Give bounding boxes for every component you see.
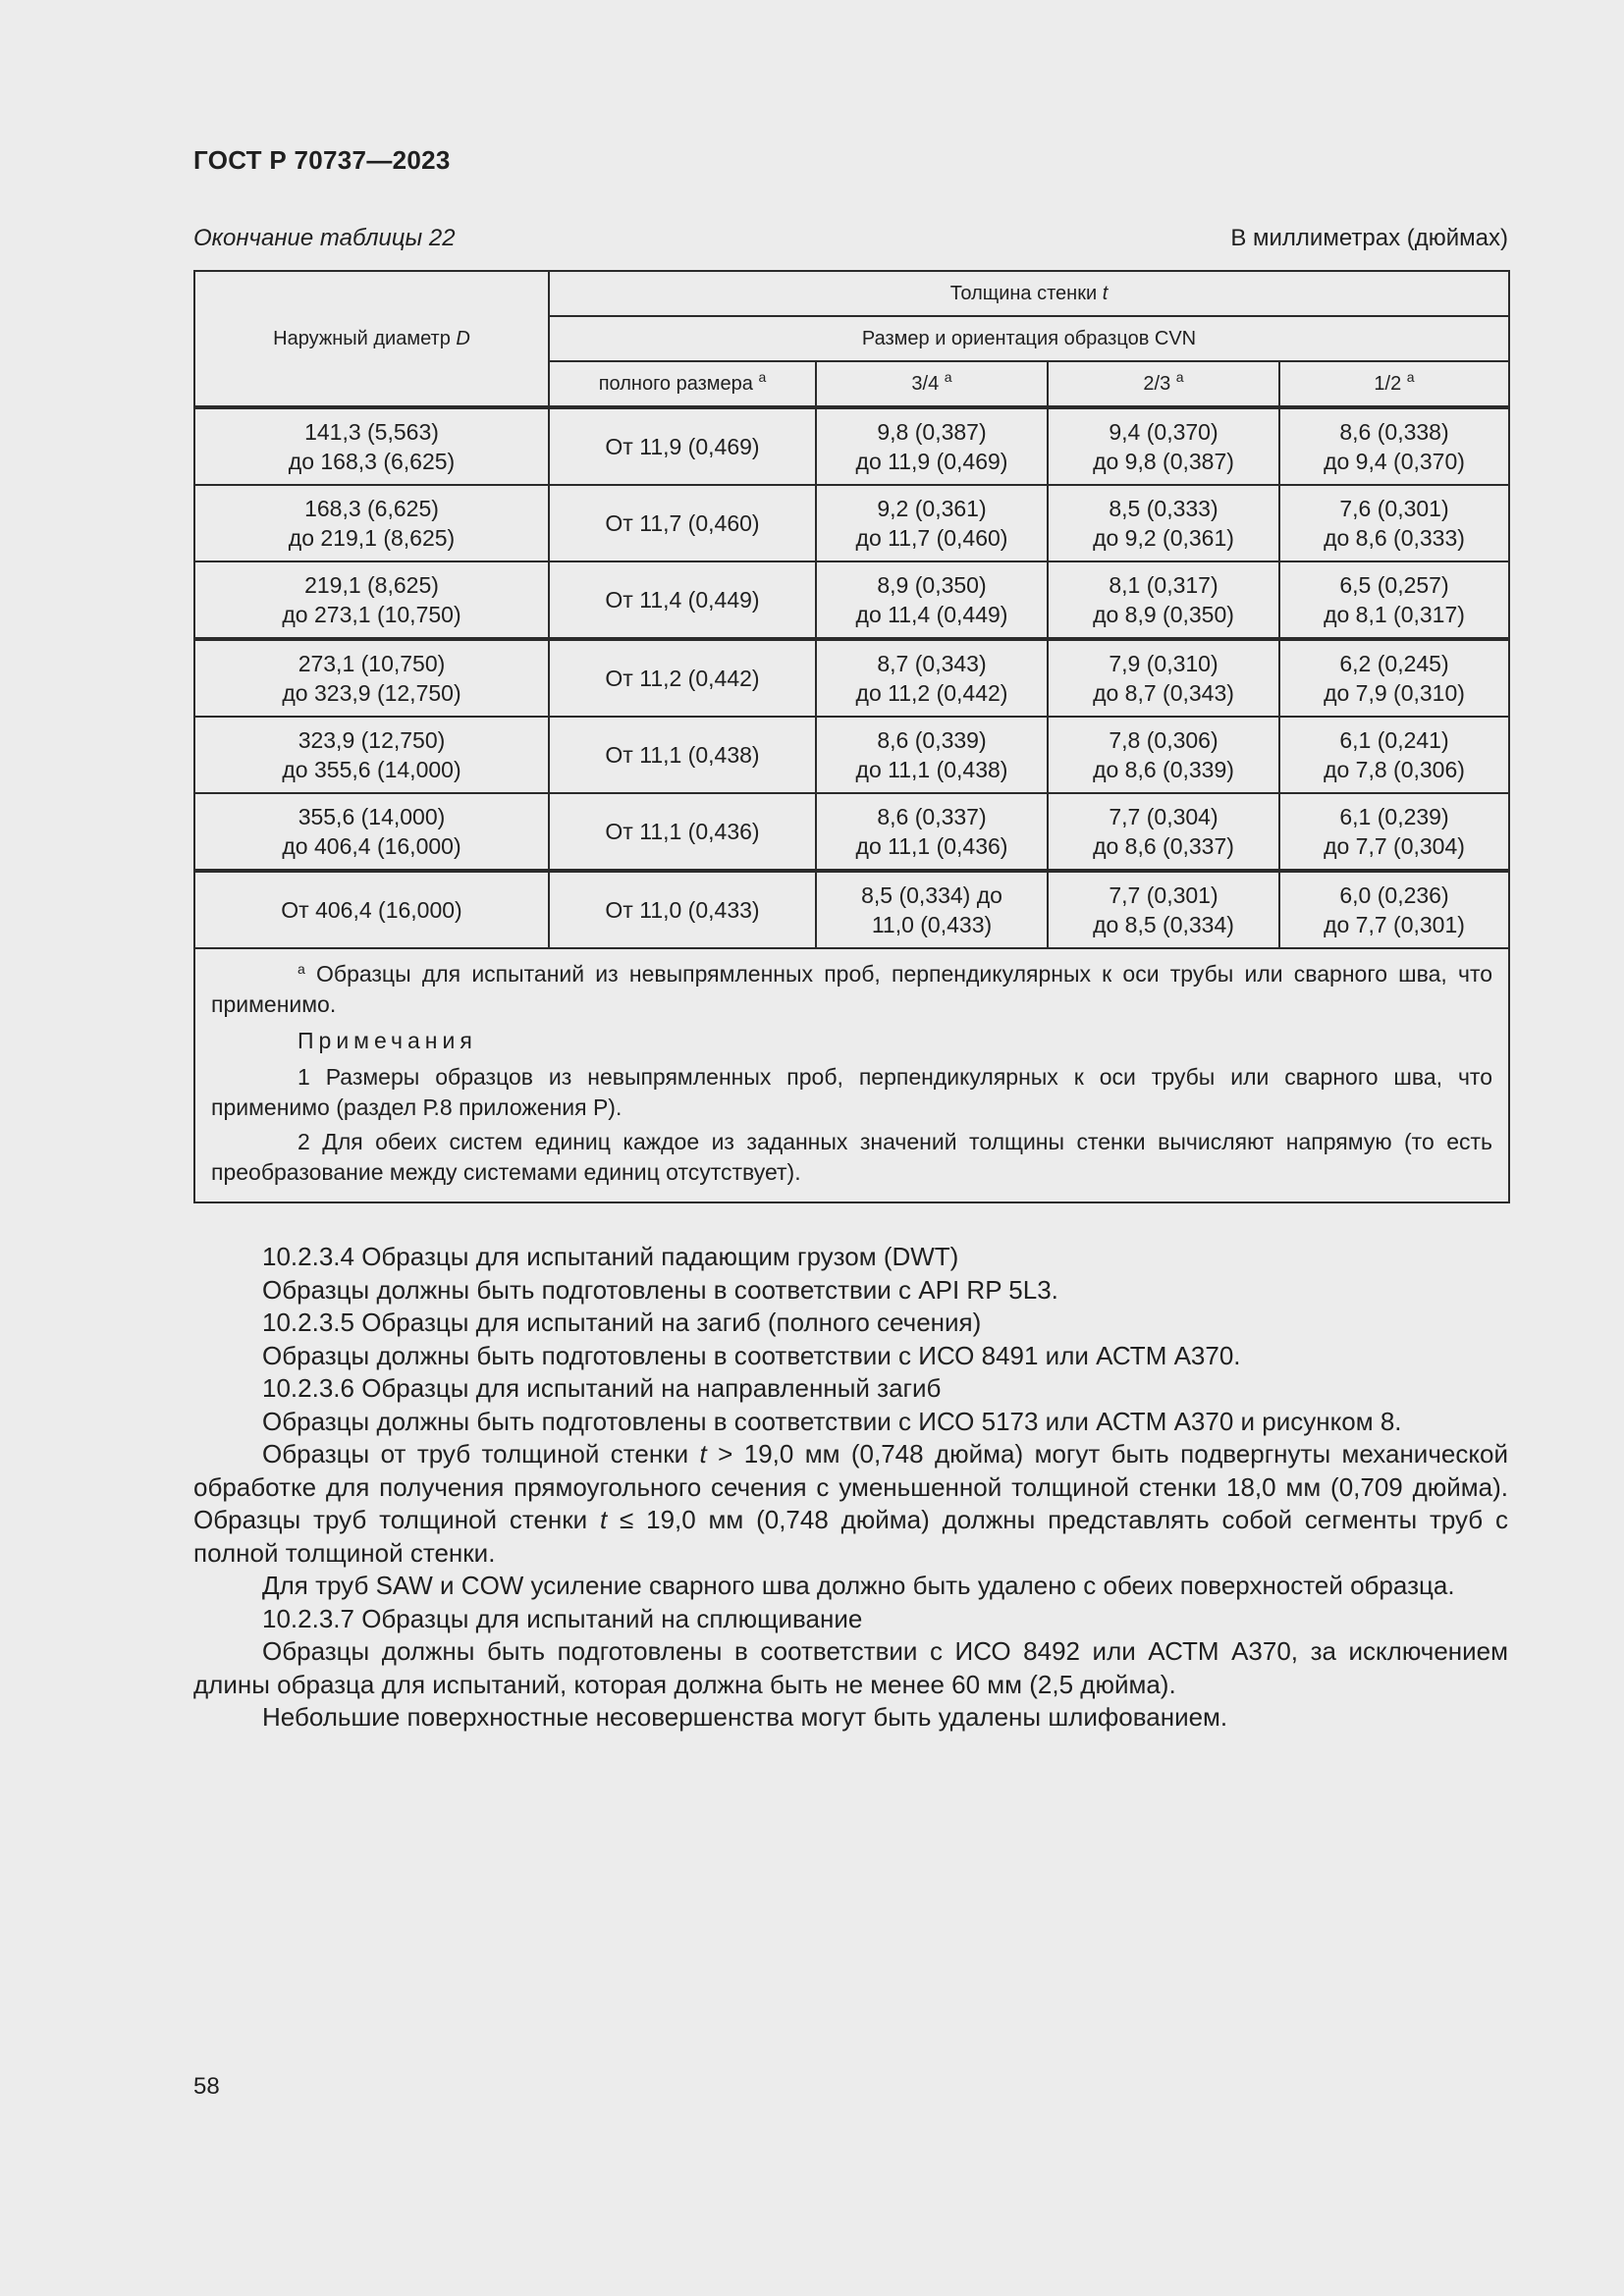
- paragraph: Образцы от труб толщиной стенки t > 19,0 мм (0,748 дюйма) могут быть подвергнуты механической обработке для получения прямоугольного сечения с уменьшенной толщиной стенки 18,0 мм (0,709 дюйма). Образцы труб толщиной стенки t ≤ 19,0 мм (0,748 дюйма) должны представлять собой сегменты труб с полной толщиной стенки.: [193, 1439, 1509, 1568]
- header-half: 1/2 $^a$: [1279, 361, 1509, 407]
- header-cvn: Размер и ориентация образцов CVN: [549, 316, 1509, 361]
- header-three-quarter: 3/4 $^a$: [816, 361, 1048, 407]
- table-footnote: $^a$ Образцы для испытаний из невыпрямленных проб, перпендикулярных к оси трубы или сварного шва, что применимо.: [211, 961, 1493, 1017]
- section-heading-dwt: 10.2.3.4 Образцы для испытаний падающим грузом (DWT): [262, 1242, 959, 1271]
- table-caption: Окончание таблицы 22: [193, 225, 456, 251]
- note-2: 2 Для обеих систем единиц каждое из заданных значений толщины стенки вычисляют напрямую (то есть преобразование между системами единиц отсутствует).: [211, 1129, 1493, 1185]
- paragraph: Образцы должны быть подготовлены в соответствии с ИСО 5173 или АСТМ А370 и рисунком 8.: [262, 1406, 1402, 1436]
- table-notes: [194, 948, 1509, 1202]
- paragraph: Небольшие поверхностные несовершенства могут быть удалены шлифованием.: [262, 1702, 1228, 1732]
- section-heading-flattening: 10.2.3.7 Образцы для испытаний на сплющивание: [262, 1603, 863, 1633]
- section-heading-bend: 10.2.3.5 Образцы для испытаний на загиб (полного сечения): [262, 1308, 982, 1337]
- table-row: 219,1 (8,625) до 273,1 (10,750) От 11,4 (0,449) 8,9 (0,350) до 11,4 (0,449) 8,1 (0,317) до 8,9 (0,350) 6,5 (0,257) до 8,1 (0,317): [194, 561, 1509, 639]
- note-1: 1 Размеры образцов из невыпрямленных проб, перпендикулярных к оси трубы или сварного шва, что применимо (раздел Р.8 приложения Р).: [211, 1064, 1493, 1120]
- table-row: 273,1 (10,750) до 323,9 (12,750) От 11,2 (0,442) 8,7 (0,343) до 11,2 (0,442) 7,9 (0,310) до 8,7 (0,343) 6,2 (0,245) до 7,9 (0,310): [194, 639, 1509, 717]
- header-wall-thickness: Толщина стенки t: [549, 271, 1509, 316]
- wall-thickness-table: [193, 270, 1510, 1203]
- header-two-thirds: 2/3 $^a$: [1048, 361, 1279, 407]
- body-text: [193, 1241, 1508, 1735]
- paragraph: Образцы должны быть подготовлены в соответствии с ИСО 8491 или АСТМ А370.: [262, 1340, 1241, 1370]
- paragraph: Образцы должны быть подготовлены в соответствии с ИСО 8492 или АСТМ А370, за исключением длины образца для испытаний, которая должна быть не менее 60 мм (2,5 дюйма).: [193, 1636, 1508, 1699]
- table-row: 355,6 (14,000) до 406,4 (16,000) От 11,1 (0,436) 8,6 (0,337) до 11,1 (0,436) 7,7 (0,304) до 8,6 (0,337) 6,1 (0,239) до 7,7 (0,304): [194, 793, 1509, 871]
- page-number: 58: [193, 2073, 220, 2100]
- document-title: ГОСТ Р 70737—2023: [193, 145, 451, 175]
- notes-title: Примечания: [298, 1028, 477, 1053]
- header-outer-diameter: Наружный диаметр D: [194, 271, 549, 407]
- table-row: 168,3 (6,625) до 219,1 (8,625) От 11,7 (0,460) 9,2 (0,361) до 11,7 (0,460) 8,5 (0,333) до 9,2 (0,361) 7,6 (0,301) до 8,6 (0,333): [194, 485, 1509, 561]
- table-row: 323,9 (12,750) до 355,6 (14,000) От 11,1 (0,438) 8,6 (0,339) до 11,1 (0,438) 7,8 (0,306) до 8,6 (0,339) 6,1 (0,241) до 7,8 (0,306): [194, 717, 1509, 793]
- table-units: В миллиметрах (дюймах): [1230, 225, 1508, 251]
- header-full-size: полного размера $^a$: [549, 361, 816, 407]
- paragraph: Для труб SAW и COW усиление сварного шва должно быть удалено с обеих поверхностей образца.: [262, 1571, 1455, 1600]
- section-heading-guided-bend: 10.2.3.6 Образцы для испытаний на направленный загиб: [262, 1373, 942, 1403]
- table-row: 141,3 (5,563) до 168,3 (6,625) От 11,9 (0,469) 9,8 (0,387) до 11,9 (0,469) 9,4 (0,370) до 9,8 (0,387) 8,6 (0,338) до 9,4 (0,370): [194, 407, 1509, 485]
- paragraph: Образцы должны быть подготовлены в соответствии с API RP 5L3.: [262, 1274, 1058, 1305]
- table-row: От 406,4 (16,000) От 11,0 (0,433) 8,5 (0,334) до 11,0 (0,433) 7,7 (0,301) до 8,5 (0,334) 6,0 (0,236) до 7,7 (0,301): [194, 871, 1509, 948]
